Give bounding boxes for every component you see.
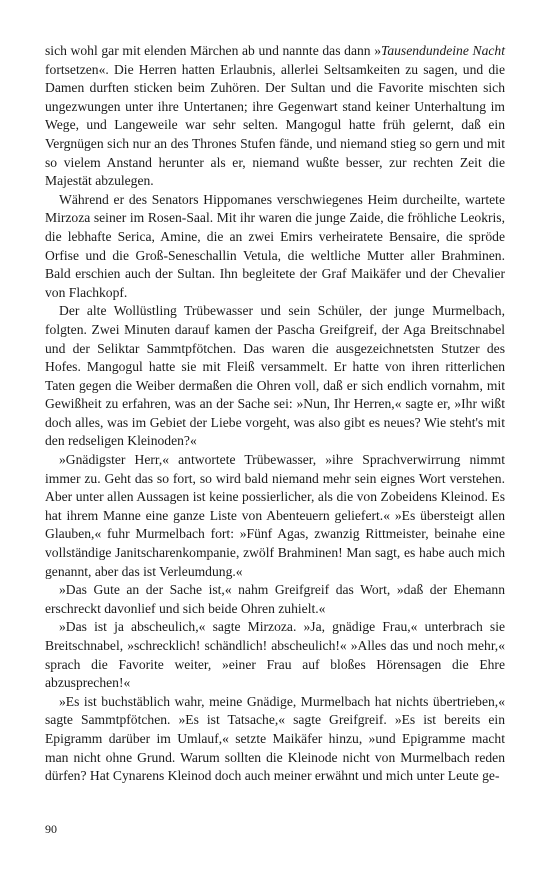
paragraph: »Das ist ja abscheulich,« sagte Mirzoza. »Ja, gnädige Frau,« unterbrach sie Breitschnabel, »schrecklich! schändlich! abscheulich!« »Alles das und noch mehr,« sprach die Favorite weiter, »einer Frau auf bloßes Hörensagen die Ehre abzusprechen!«: [45, 619, 505, 691]
book-title-italic: Tausendundeine Nacht: [381, 43, 505, 58]
paragraph: »Gnädigster Herr,« antwortete Trübewasser, »ihre Sprachverwirrung nimmt immer zu. Geht das so fort, so wird bald niemand mehr sein eignes Wort verstehen. Aber unter allen Aussagen ist keine possierlicher, als die von Zobeidens Kleinod. Es hat ihrem Manne eine ganze Liste von Abenteuern geliefert.« »Es übersteigt allen Glauben,« fuhr Murmelbach fort: »Fünf Agas, zwanzig Rittmeister, beinahe eine vollständige Janitscharenkompanie, zwölf Brahminen! Man sagt, es habe auch mich genannt, aber das ist Verleumdung.«: [45, 452, 505, 579]
page-body: [45, 42, 505, 786]
paragraph: »Das Gute an der Sache ist,« nahm Greifgreif das Wort, »daß der Ehemann erschreckt davonlief und sich beide Ohren zuhielt.«: [45, 582, 505, 616]
paragraph: [45, 42, 505, 191]
paragraph: »Es ist buchstäblich wahr, meine Gnädige, Murmelbach hat nichts übertrieben,« sagte Sammtpfötchen. »Es ist Tatsache,« sagte Greifgreif. »Es ist bereits ein Epigramm darüber im Umlauf,« setzte Maikäfer hinzu, »und Epigramme macht man nicht ohne Grund. Warum sollten die Kleinode nicht von Murmelbach reden dürfen? Hat Cynarens Kleinod doch auch meiner erwähnt und mich unter Leute ge-: [45, 693, 505, 784]
paragraph-text: fortsetzen«. Die Herren hatten Erlaubnis, allerlei Seltsamkeiten zu sagen, und die Damen durften sticken beim Zuhören. Der Sultan und die Favorite mischten sich ungezwungen unter ihre Untertanen; ihre Gegenwart stand keiner Unterhaltung im Wege, und Langeweile war sehr selten. Mangogul hatte früh gelernt, daß ein Vergnügen sich nur an des Thrones Stufen fände, und niemand stieg so gern und mit so vielem Anstand herunter als er, niemand wußte besser, zur rechten Zeit die Majestät abzulegen.: [45, 61, 505, 189]
paragraph: Während er des Senators Hippomanes verschwiegenes Heim durcheilte, wartete Mirzoza seiner im Rosen-Saal. Mit ihr waren die junge Zaide, die fröhliche Leokris, die lebhafte Serica, Amine, die an zwei Emirs verheiratete Bensaire, die spröde Orfise und die Groß-Seneschallin Vetula, die weltliche Mutter aller Brahminen. Bald erschien auch der Sultan. Ihn begleitete der Graf Maikäfer und der Chevalier von Flachkopf.: [45, 191, 505, 300]
paragraph: Der alte Wollüstling Trübewasser und sein Schüler, der junge Murmelbach, folgten. Zwei Minuten darauf kamen der Pascha Greifgreif, der Aga Breitschnabel und der Seliktar Sammtpfötchen. Das waren die ausgezeichnetsten Stutzer des Hofes. Mangogul hatte sie mit Fleiß versammelt. Er hatte von ihren ritterlichen Taten gegen die Weiber dermaßen die Ohren voll, daß er sich endlich vornahm, mit Gewißheit zu erfahren, was an der Sache sei: »Nun, Ihr Herren,« sagte er, »Ihr wißt doch alles, was im Gebiet der Liebe vorgeht, was also gibt es neues? Wie steht's mit den redseligen Kleinoden?«: [45, 303, 505, 449]
paragraph-text: sich wohl gar mit elenden Märchen ab und nannte das dann »: [45, 43, 382, 58]
page-number: 90: [45, 822, 57, 836]
